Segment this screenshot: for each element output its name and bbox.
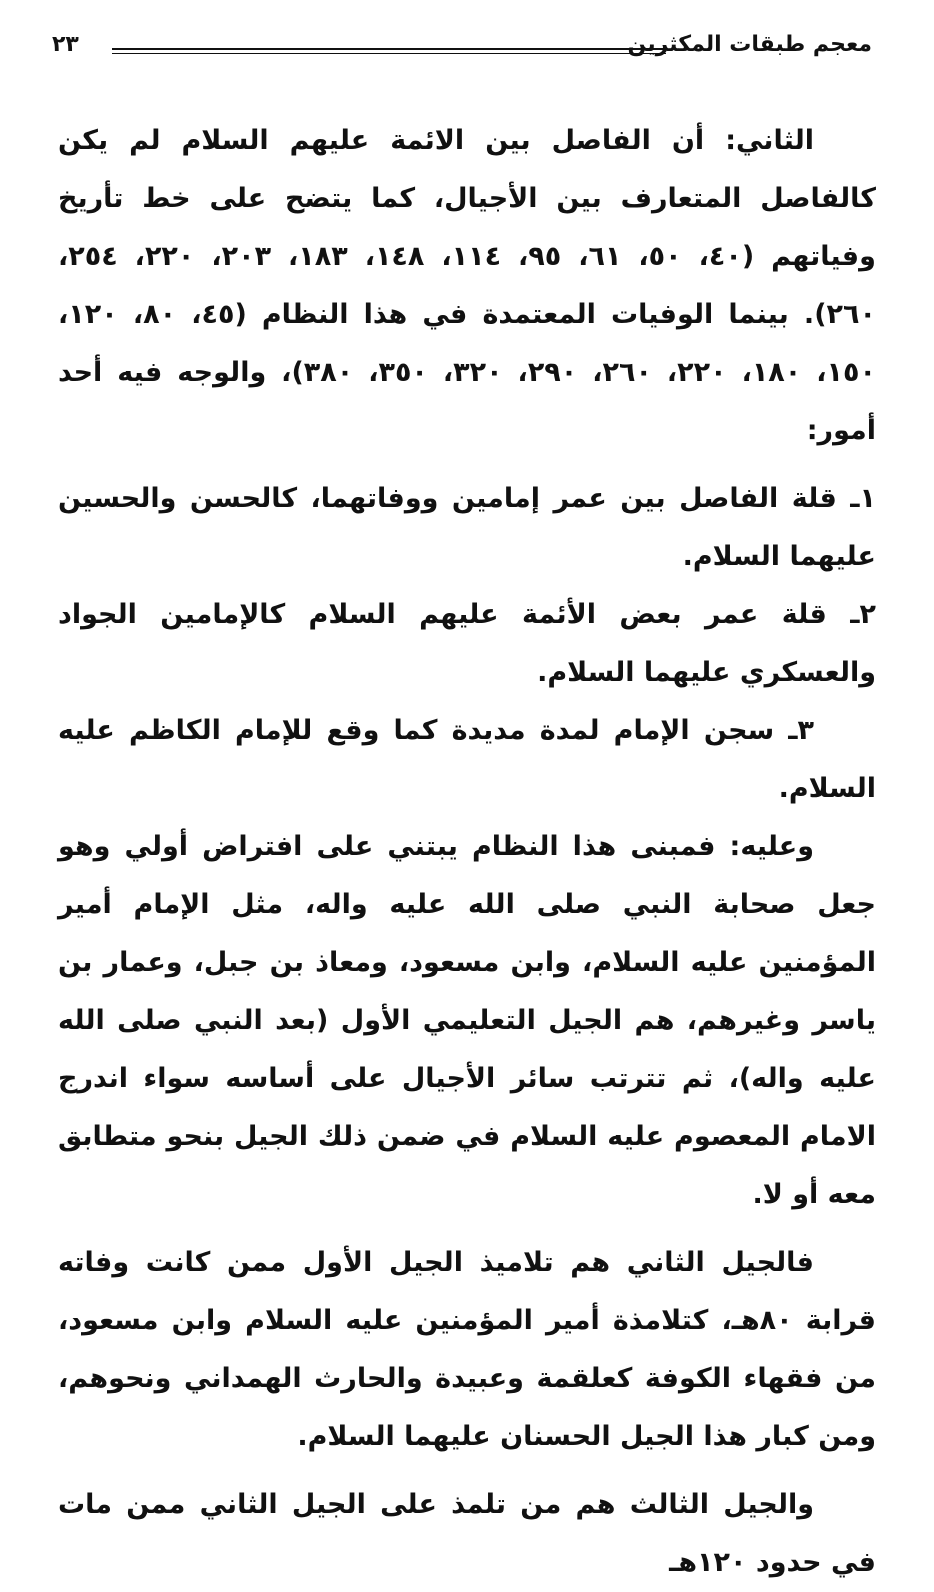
header-rule [112, 48, 666, 54]
page-header [52, 28, 872, 68]
body-text [58, 112, 876, 1592]
paragraph-second-reason: الثاني: أن الفاصل بين الائمة عليهم السلام لم يكن كالفاصل المتعارف بين الأجيال، كما يتضح على خط تأريخ وفياتهم (٤٠، ٥٠، ٦١، ٩٥، ١١٤، ١٤٨، ١٨٣، ٢٠٣، ٢٢٠، ٢٥٤، ٢٦٠). بينما الوفيات المعتمدة في هذا النظام (٤٥، ٨٠، ١٢٠، ١٥٠، ١٨٠، ٢٢٠، ٢٦٠، ٢٩٠، ٣٢٠، ٣٥٠، ٣٨٠)، والوجه فيه أحد أمور: [58, 125, 876, 446]
paragraph-basis: وعليه: فمبنى هذا النظام يبتني على افتراض أولي وهو جعل صحابة النبي صلى الله عليه واله، مثل الإمام أمير المؤمنين عليه السلام، وابن مسعود، ومعاذ بن جبل، وعمار بن ياسر وغيرهم، هم الجيل التعليمي الأول (بعد النبي صلى الله عليه واله)، ثم تترتب سائر الأجيال على أساسه سواء اندرج الامام المعصوم عليه السلام في ضمن ذلك الجيل بنحو متطابق معه أو لا. [58, 831, 876, 1210]
list-item-3: ٣ـ سجن الإمام لمدة مديدة كما وقع للإمام الكاظم عليه السلام. [58, 715, 876, 804]
running-title: معجم طبقات المكثرين [627, 32, 872, 57]
paragraph-second-generation: فالجيل الثاني هم تلاميذ الجيل الأول ممن كانت وفاته قرابة ٨٠هـ، كتلامذة أمير المؤمنين عليه السلام وابن مسعود، من فقهاء الكوفة كعلقمة وعبيدة والحارث الهمداني ونحوهم، ومن كبار هذا الجيل الحسنان عليهما السلام. [58, 1247, 876, 1452]
page-number: ٢٣ [52, 32, 79, 57]
list-item-1: ١ـ قلة الفاصل بين عمر إمامين ووفاتهما، كالحسن والحسين عليهما السلام. [58, 483, 876, 572]
paragraph-third-generation: والجيل الثالث هم من تلمذ على الجيل الثاني ممن مات في حدود ١٢٠هـ [58, 1489, 876, 1578]
list-item-2: ٢ـ قلة عمر بعض الأئمة عليهم السلام كالإمامين الجواد والعسكري عليهما السلام. [58, 599, 876, 688]
